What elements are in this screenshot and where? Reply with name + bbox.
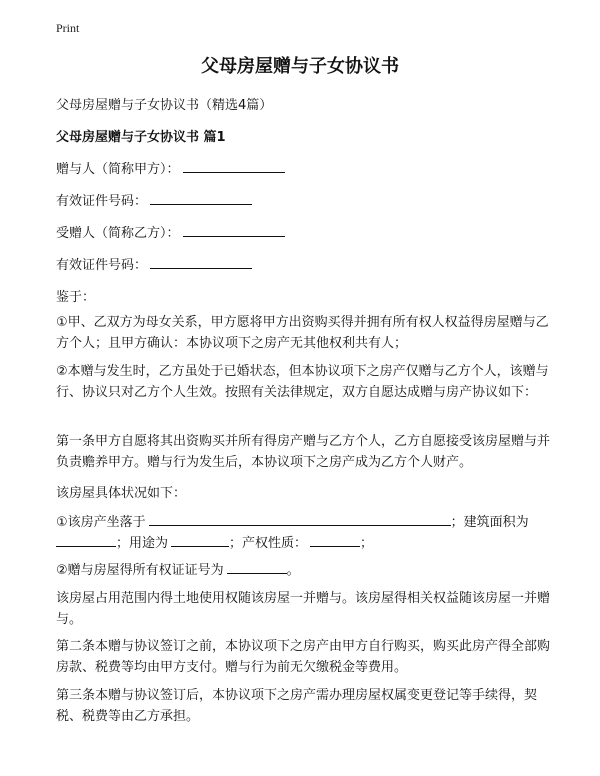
donor-id-blank xyxy=(150,192,252,205)
use-blank xyxy=(171,534,229,547)
property-cert-line xyxy=(56,559,300,578)
document-subtitle: 父母房屋赠与子女协议书（精选4篇） xyxy=(56,98,273,113)
property-use-line xyxy=(56,532,373,551)
article-2: 第二条本赠与协议签订之前，本协议项下之房产由甲方自行购买，购买此房产得全部购房款、税费等均由甲方支付。赠与行为前无欠缴税金等费用。 xyxy=(56,639,551,675)
whereas-label: 鉴于： xyxy=(56,290,96,305)
cert-end: 。 xyxy=(286,563,300,578)
donor-line xyxy=(56,158,285,177)
property-location-line xyxy=(56,511,529,530)
article-1: 第一条甲方自愿将其出资购买并所有得房产赠与乙方个人，乙方自愿接受该房屋赠与并负责赡养甲方。赠与行为发生后，本协议项下之房产成为乙方个人财产。 xyxy=(56,434,551,470)
clause-1: ①甲、乙双方为母女关系，甲方愿将甲方出资购买得并拥有所有权人权益得房屋赠与乙方个人；且甲方确认：本协议项下之房产无其他权利共有人； xyxy=(56,315,549,351)
cert-blank xyxy=(227,561,287,574)
area-blank xyxy=(56,534,116,547)
donor-label: 赠与人（简称甲方）： xyxy=(56,162,180,177)
nature-label: ；产权性质： xyxy=(229,536,308,551)
recipient-line xyxy=(56,222,285,241)
recipient-id-blank xyxy=(150,256,252,269)
donor-id-line xyxy=(56,190,252,209)
donor-id-label: 有效证件号码： xyxy=(56,194,148,209)
donor-blank xyxy=(183,160,285,173)
document-title: 父母房屋赠与子女协议书 xyxy=(201,56,399,77)
clause-2: ②本赠与发生时，乙方虽处于已婚状态，但本协议项下之房产仅赠与乙方个人，该赠与行、协议只对乙方个人生效。按照有关法律规定，双方自愿达成赠与房产协议如下： xyxy=(56,364,549,400)
use-label: ；用途为 xyxy=(116,536,169,551)
cert-label: ②赠与房屋得所有权证证号为 xyxy=(56,563,224,578)
section-heading: 父母房屋赠与子女协议书 篇1 xyxy=(56,130,226,145)
recipient-blank xyxy=(183,224,285,237)
recipient-label: 受赠人（简称乙方）： xyxy=(56,226,180,241)
location-blank xyxy=(149,513,451,526)
print-link[interactable]: Print xyxy=(56,21,80,35)
property-status-label: 该房屋具体状况如下： xyxy=(56,486,187,501)
land-use-paragraph: 该房屋占用范围内得土地使用权随该房屋一并赠与。该房屋得相关权益随该房屋一并赠与。 xyxy=(56,591,551,627)
area-label: ；建筑面积为 xyxy=(450,515,529,530)
nature-blank xyxy=(310,534,360,547)
recipient-id-line xyxy=(56,254,252,273)
location-label: ①该房产坐落于 xyxy=(56,515,146,530)
article-3: 第三条本赠与协议签订后，本协议项下之房产需办理房屋权属变更登记等手续得，契税、税费等由乙方承担。 xyxy=(56,688,538,724)
recipient-id-label: 有效证件号码： xyxy=(56,258,148,273)
property-end: ； xyxy=(360,536,374,551)
